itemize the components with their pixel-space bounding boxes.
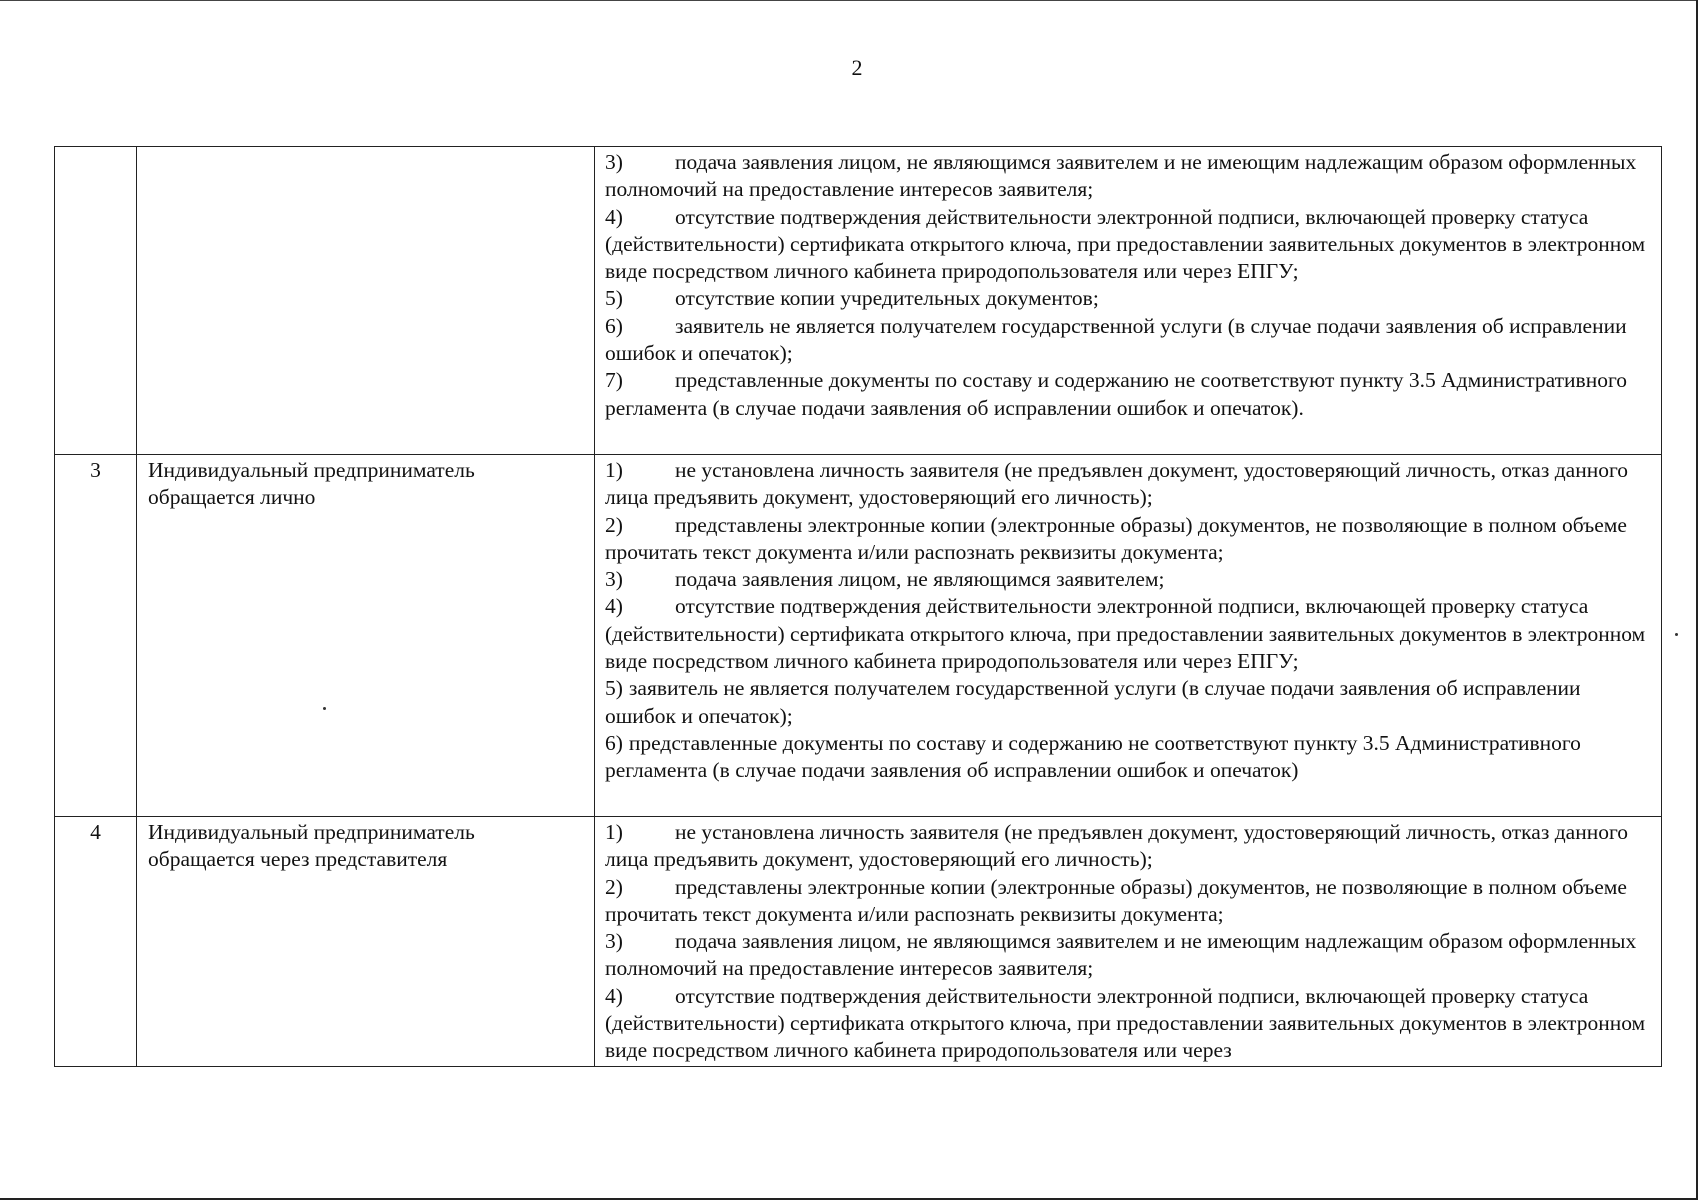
row-number-cell — [55, 147, 137, 455]
reason-item — [605, 457, 1653, 512]
reason-text: подача заявления лицом, не являющимся заявителем; — [675, 567, 1165, 592]
reason-item — [605, 566, 1653, 593]
reason-text: представленные документы по составу и содержанию не соответствуют пункту 3.5 Административного регламента (в случае подачи заявления об исправлении ошибок и опечаток). — [605, 368, 1627, 420]
applicant-category-cell: Индивидуальный предприниматель обращается лично — [137, 455, 595, 817]
reason-number: 5) — [605, 676, 623, 701]
reason-text: представленные документы по составу и содержанию не соответствуют пункту 3.5 Административного регламента (в случае подачи заявления об исправлении ошибок и опечаток) — [605, 730, 1581, 783]
reason-item — [605, 285, 1653, 312]
reason-text: подача заявления лицом, не являющимся заявителем и не имеющим надлежащим образом оформленных полномочий на предоставление интересов заявителя; — [605, 150, 1637, 202]
reason-text: подача заявления лицом, не являющимся заявителем и не имеющим надлежащим образом оформленных полномочий на предоставление интересов заявителя; — [605, 929, 1637, 981]
reason-item — [605, 819, 1653, 874]
reason-number: 3) — [605, 567, 623, 592]
reason-number: 1) — [605, 820, 623, 844]
reason-item — [605, 675, 1653, 730]
refusal-grounds-table — [54, 146, 1662, 1067]
reason-item — [605, 512, 1653, 567]
reason-number: 2) — [605, 874, 623, 899]
reason-item — [605, 313, 1653, 368]
refusal-reasons-cell — [595, 455, 1662, 817]
reason-text: не установлена личность заявителя (не предъявлен документ, удостоверяющий личность, отказ данного лица предъявить документ, удостоверяющий его личность); — [605, 458, 1628, 510]
reason-number: 5) — [605, 286, 623, 311]
reason-item — [605, 593, 1653, 675]
reason-number: 2) — [605, 512, 623, 537]
applicant-category-cell — [137, 147, 595, 455]
refusal-reasons-cell — [595, 817, 1662, 1067]
scan-speck — [1675, 633, 1678, 636]
table-row — [55, 455, 1662, 817]
row-number-cell: 4 — [55, 817, 137, 1067]
reason-item — [605, 874, 1653, 929]
refusal-reasons-cell — [595, 147, 1662, 455]
reason-number: 4) — [605, 983, 623, 1008]
reason-text: представлены электронные копии (электронные образы) документов, не позволяющие в полном объеме прочитать текст документа и/или распознать реквизиты документа; — [605, 874, 1627, 926]
reason-text: не установлена личность заявителя (не предъявлен документ, удостоверяющий личность, отказ данного лица предъявить документ, удостоверяющий его личность); — [605, 820, 1628, 872]
reason-number: 3) — [605, 150, 623, 174]
reason-number: 6) — [605, 313, 623, 338]
reason-text: заявитель не является получателем государственной услуги (в случае подачи заявления об исправлении ошибок и опечаток); — [605, 313, 1627, 366]
reason-item — [605, 204, 1653, 286]
reason-text: заявитель не является получателем государственной услуги (в случае подачи заявления об исправлении ошибок и опечаток); — [605, 676, 1581, 728]
applicant-category-cell: Индивидуальный предприниматель обращается через представителя — [137, 817, 595, 1067]
reason-number: 3) — [605, 929, 623, 954]
table-row — [55, 147, 1662, 455]
reason-number: 4) — [605, 204, 623, 229]
reason-item — [605, 367, 1653, 422]
reason-number: 6) — [605, 730, 623, 755]
reason-text: отсутствие копии учредительных документов; — [675, 286, 1099, 311]
reason-text: отсутствие подтверждения действительности электронной подписи, включающей проверку статуса (действительности) сертификата открытого ключа, при предоставлении заявительных документов в электронном виде посредством личного кабинета природопользователя или через ЕПГУ; — [605, 204, 1646, 284]
scan-speck — [323, 707, 326, 710]
reason-item — [605, 730, 1653, 785]
reason-text: отсутствие подтверждения действительности электронной подписи, включающей проверку статуса (действительности) сертификата открытого ключа, при предоставлении заявительных документов в электронном виде посредством личного кабинета природопользователя или через ЕПГУ; — [605, 594, 1646, 674]
page-edge-top — [0, 0, 1698, 1]
reason-text: отсутствие подтверждения действительности электронной подписи, включающей проверку статуса (действительности) сертификата открытого ключа, при предоставлении заявительных документов в электронном виде посредством личного кабинета природопользователя или через — [605, 983, 1646, 1063]
row-number-cell: 3 — [55, 455, 137, 817]
reason-text: представлены электронные копии (электронные образы) документов, не позволяющие в полном объеме прочитать текст документа и/или распознать реквизиты документа; — [605, 512, 1627, 564]
page-number: 2 — [851, 55, 863, 80]
table-row — [55, 817, 1662, 1067]
reason-item — [605, 149, 1653, 204]
reason-number: 1) — [605, 458, 623, 482]
reason-item — [605, 983, 1653, 1065]
reason-item — [605, 928, 1653, 983]
reason-number: 4) — [605, 594, 623, 619]
reason-number: 7) — [605, 368, 623, 393]
